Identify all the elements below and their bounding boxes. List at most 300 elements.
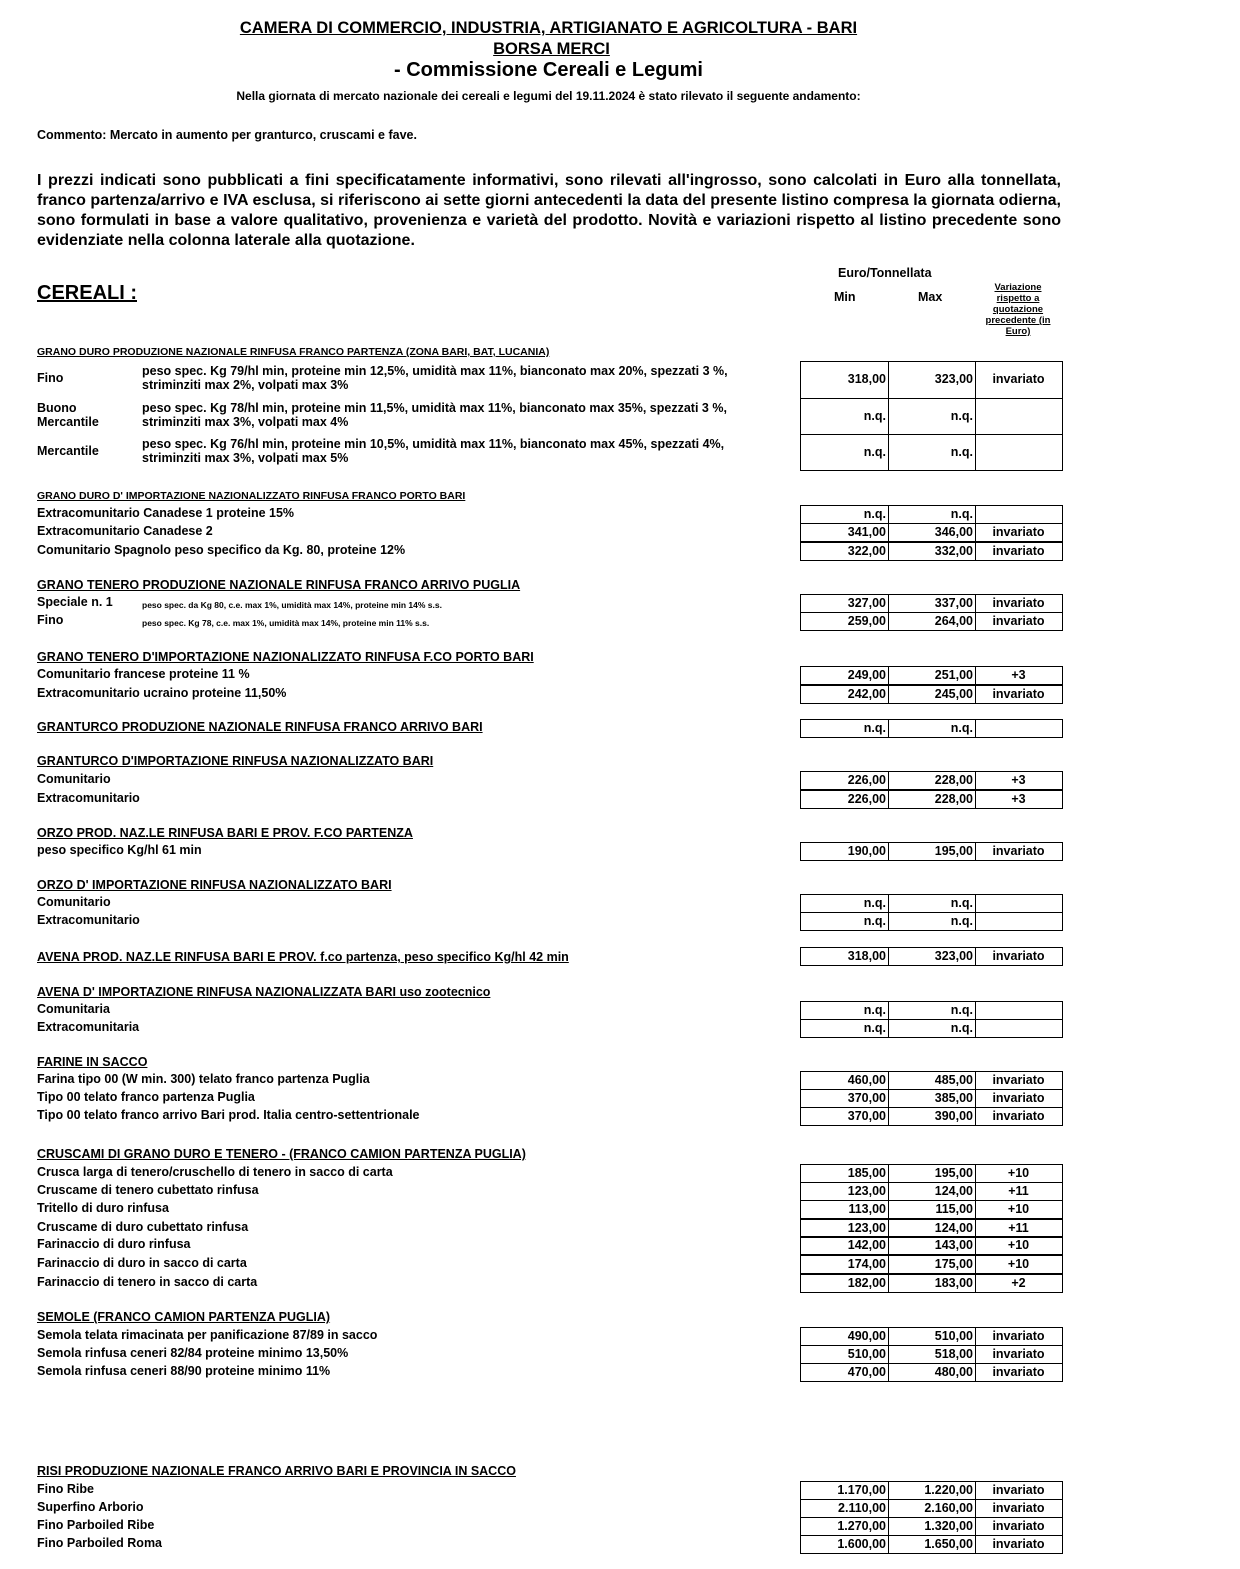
price-min: 226,00 [847, 773, 886, 787]
price-variation-cell [975, 1107, 1063, 1126]
price-min: 510,00 [847, 1347, 886, 1361]
price-max-cell [888, 947, 976, 966]
price-max: 323,00 [934, 372, 973, 386]
price-min: 242,00 [847, 687, 886, 701]
price-min-cell [800, 1071, 889, 1090]
price-min-cell [800, 1001, 889, 1020]
price-min-cell [800, 505, 889, 524]
price-min: 113,00 [848, 1202, 886, 1216]
price-variation-cell [975, 398, 1063, 435]
price-variation-cell [975, 1327, 1063, 1346]
section-title: ORZO D' IMPORTAZIONE RINFUSA NAZIONALIZZATO BARI [37, 878, 392, 892]
price-min-cell [800, 912, 889, 931]
price-max: 245,00 [934, 687, 973, 701]
price-variation-cell [975, 666, 1063, 685]
price-max: 1.220,00 [924, 1483, 973, 1497]
price-min: 259,00 [847, 614, 886, 628]
row-label: Superfino Arborio [37, 1500, 144, 1514]
price-min-cell [800, 1345, 889, 1364]
row-label: Farinaccio di duro rinfusa [37, 1237, 191, 1251]
price-min: n.q. [863, 1003, 886, 1017]
price-variation-cell [975, 594, 1063, 613]
section-title: GRANTURCO D'IMPORTAZIONE RINFUSA NAZIONALIZZATO BARI [37, 754, 434, 768]
price-min: 318,00 [847, 949, 886, 963]
price-min-cell [800, 842, 889, 861]
price-variation: +10 [1007, 1238, 1030, 1252]
price-min-cell [800, 1182, 889, 1201]
price-min: 142,00 [847, 1238, 886, 1252]
price-min-cell [800, 1481, 889, 1500]
price-max: 1.320,00 [924, 1519, 973, 1533]
price-min-cell [800, 1255, 889, 1274]
header-chamber-title: CAMERA DI COMMERCIO, INDUSTRIA, ARTIGIANATO E AGRICOLTURA - BARI [239, 19, 858, 37]
price-min: 123,00 [847, 1221, 886, 1235]
table-row [0, 912, 1240, 931]
row-label: Tipo 00 telato franco arrivo Bari prod. Italia centro-settentrionale [37, 1108, 420, 1122]
row-label: Extracomunitaria [37, 1020, 140, 1034]
row-description: peso spec. da Kg 80, c.e. max 1%, umidità max 14%, proteine min 14% s.s. [142, 600, 442, 610]
section-title: FARINE IN SACCO [37, 1055, 148, 1069]
price-variation: invariato [992, 596, 1045, 610]
price-max: n.q. [950, 721, 973, 735]
table-row [0, 594, 1240, 613]
price-min: n.q. [863, 896, 886, 910]
price-variation: +3 [1011, 773, 1026, 787]
table-row [0, 1481, 1240, 1500]
header-commission: - Commissione Cereali e Legumi [394, 59, 703, 81]
table-row [0, 790, 1240, 809]
price-variation: invariato [992, 614, 1045, 628]
section-title: GRANO DURO PRODUZIONE NAZIONALE RINFUSA FRANCO PARTENZA (ZONA BARI, BAT, LUCANIA) [37, 346, 550, 358]
row-label: Crusca larga di tenero/cruschello di tenero in sacco di carta [37, 1165, 393, 1179]
price-variation: invariato [992, 1329, 1045, 1343]
row-label: Speciale n. 1 [37, 595, 113, 609]
price-variation: +10 [1007, 1202, 1030, 1216]
price-min: 322,00 [847, 544, 886, 558]
table-row [0, 542, 1240, 561]
price-max: 124,00 [934, 1184, 973, 1198]
price-min: 123,00 [847, 1184, 886, 1198]
price-max-cell [888, 505, 976, 524]
row-label: Farina tipo 00 (W min. 300) telato franco partenza Puglia [37, 1072, 370, 1086]
price-variation: +3 [1011, 792, 1026, 806]
table-row [0, 505, 1240, 524]
row-description: peso spec. Kg 78, c.e. max 1%, umidità max 14%, proteine min 11% s.s. [142, 618, 430, 628]
price-max: 385,00 [934, 1091, 973, 1105]
table-row [0, 612, 1240, 631]
section-title: AVENA D' IMPORTAZIONE RINFUSA NAZIONALIZZATA BARI uso zootecnico [37, 985, 491, 999]
table-row [0, 523, 1240, 542]
price-variation-cell [975, 1481, 1063, 1500]
table-row [0, 1019, 1240, 1038]
row-label: Cruscame di duro cubettato rinfusa [37, 1220, 249, 1234]
price-max-cell [888, 523, 976, 542]
table-row [0, 1255, 1240, 1274]
price-min: 190,00 [847, 844, 886, 858]
price-variation: invariato [992, 1365, 1045, 1379]
price-variation-cell [975, 1164, 1063, 1183]
column-variation-header: Variazione rispetto a quotazione precedente (in Euro) [985, 282, 1051, 337]
price-max-cell [888, 1001, 976, 1020]
price-max: 264,00 [934, 614, 973, 628]
price-max: 332,00 [934, 544, 973, 558]
price-max-cell [888, 1089, 976, 1108]
price-variation: invariato [992, 1347, 1045, 1361]
price-variation-cell [975, 1535, 1063, 1554]
price-min: 249,00 [847, 668, 886, 682]
price-max-cell [888, 1200, 976, 1219]
price-max: n.q. [950, 445, 973, 459]
price-variation-cell [975, 542, 1063, 561]
row-label: Buono Mercantile [37, 401, 99, 429]
row-label: Extracomunitario Canadese 2 [37, 524, 213, 538]
price-min-cell [800, 1089, 889, 1108]
price-max-cell [888, 1071, 976, 1090]
price-max: 390,00 [934, 1109, 973, 1123]
price-min-cell [800, 719, 889, 738]
intro-paragraph: I prezzi indicati sono pubblicati a fini specificatamente informativi, sono rilevati all'ingrosso, sono calcolati in Euro alla tonnellata, franco partenza/arrivo e IVA esclusa, si riferiscono ai sette giorni antecedenti la data del presente listino compresa la giornata odierna, sono formulati in base a valore qualitativo, provenienza e varietà del prodotto. Novità e variazioni rispetto al listino precedente sono evidenziate nella colonna laterale alla quotazione. [37, 172, 1061, 249]
table-row [0, 1164, 1240, 1183]
price-max-cell [888, 1255, 976, 1274]
price-max-cell [888, 612, 976, 631]
price-min: 341,00 [847, 525, 886, 539]
table-row [0, 361, 1240, 399]
row-label: Semola rinfusa ceneri 88/90 proteine minimo 11% [37, 1364, 331, 1378]
price-min-cell [800, 1274, 889, 1293]
column-min-header: Min [834, 290, 856, 304]
row-label: Extracomunitario [37, 913, 140, 927]
price-max-cell [888, 1182, 976, 1201]
price-max-cell [888, 1517, 976, 1536]
price-max-cell [888, 685, 976, 704]
table-row [0, 666, 1240, 685]
table-row [0, 1517, 1240, 1536]
row-label: Tipo 00 telato franco partenza Puglia [37, 1090, 255, 1104]
page-title: CEREALI : [37, 282, 137, 304]
price-min: 318,00 [847, 372, 886, 386]
price-max-cell [888, 1274, 976, 1293]
row-label: Fino Parboiled Roma [37, 1536, 163, 1550]
table-row [0, 1363, 1240, 1382]
price-min: 460,00 [847, 1073, 886, 1087]
column-unit-label: Euro/Tonnellata [838, 266, 932, 280]
section-title: RISI PRODUZIONE NAZIONALE FRANCO ARRIVO BARI E PROVINCIA IN SACCO [37, 1464, 516, 1478]
price-variation: +2 [1011, 1276, 1026, 1290]
row-label: Extracomunitario ucraino proteine 11,50% [37, 686, 287, 700]
row-label: Comunitario [37, 895, 111, 909]
market-comment: Commento: Mercato in aumento per granturco, cruscami e fave. [37, 128, 417, 142]
price-min-cell [800, 398, 889, 435]
price-max: 251,00 [934, 668, 973, 682]
price-min-cell [800, 1363, 889, 1382]
table-row [0, 1200, 1240, 1219]
price-max-cell [888, 1164, 976, 1183]
price-max: 143,00 [934, 1238, 973, 1252]
row-label: peso specifico Kg/hl 61 min [37, 843, 202, 857]
price-max-cell [888, 542, 976, 561]
price-max-cell [888, 790, 976, 809]
price-max: 195,00 [934, 844, 973, 858]
row-label: Fino [37, 371, 64, 385]
price-variation: invariato [992, 844, 1045, 858]
price-variation: +3 [1011, 668, 1026, 682]
price-min: 370,00 [847, 1109, 886, 1123]
section-title: GRANO TENERO PRODUZIONE NAZIONALE RINFUSA FRANCO ARRIVO PUGLIA [37, 578, 521, 592]
price-max: n.q. [950, 1003, 973, 1017]
price-max: 337,00 [934, 596, 973, 610]
table-row [0, 1071, 1240, 1090]
price-max: 323,00 [934, 949, 973, 963]
price-max: 228,00 [934, 792, 973, 806]
price-max-cell [888, 594, 976, 613]
price-max-cell [888, 398, 976, 435]
table-row [0, 1001, 1240, 1020]
row-label: Comunitaria [37, 1002, 110, 1016]
price-variation: invariato [992, 1483, 1045, 1497]
price-max: 183,00 [934, 1276, 973, 1290]
price-min: 370,00 [847, 1091, 886, 1105]
table-row [0, 1107, 1240, 1126]
price-variation-cell [975, 523, 1063, 542]
price-variation-cell [975, 1001, 1063, 1020]
price-max-cell [888, 842, 976, 861]
price-variation: invariato [992, 1537, 1045, 1551]
price-variation-cell [975, 719, 1063, 738]
row-label: Comunitario Spagnolo peso specifico da Kg. 80, proteine 12% [37, 543, 406, 557]
price-min-cell [800, 947, 889, 966]
price-variation-cell [975, 894, 1063, 913]
table-row [0, 1089, 1240, 1108]
row-label: Comunitario francese proteine 11 % [37, 667, 250, 681]
price-max-cell [888, 1499, 976, 1518]
table-row [0, 1327, 1240, 1346]
table-row [0, 1274, 1240, 1293]
price-min: n.q. [863, 914, 886, 928]
price-max: 115,00 [935, 1202, 973, 1216]
section-title: CRUSCAMI DI GRANO DURO E TENERO - (FRANCO CAMION PARTENZA PUGLIA) [37, 1147, 526, 1161]
price-min-cell [800, 894, 889, 913]
price-variation-cell [975, 1255, 1063, 1274]
price-min-cell [800, 1327, 889, 1346]
price-min: 185,00 [847, 1166, 886, 1180]
price-variation: +10 [1007, 1257, 1030, 1271]
price-variation-cell [975, 1200, 1063, 1219]
price-max: 485,00 [934, 1073, 973, 1087]
table-row [0, 1499, 1240, 1518]
price-max: 228,00 [934, 773, 973, 787]
price-min: 327,00 [847, 596, 886, 610]
price-min: 182,00 [847, 1276, 886, 1290]
header-borsa-merci: BORSA MERCI [493, 40, 610, 58]
row-label: Extracomunitario [37, 791, 140, 805]
price-min: 1.170,00 [837, 1483, 886, 1497]
section-title: GRANTURCO PRODUZIONE NAZIONALE RINFUSA FRANCO ARRIVO BARI [37, 720, 483, 734]
row-description: peso spec. Kg 76/hl min, proteine min 10,5%, umidità max 11%, bianconato max 45%, spezzati 4%, striminziti max 3%, volpati max 5% [142, 437, 725, 465]
price-variation: invariato [992, 1091, 1045, 1105]
price-variation-cell [975, 1182, 1063, 1201]
price-min: n.q. [863, 1021, 886, 1035]
table-row [0, 842, 1240, 861]
price-max-cell [888, 434, 976, 471]
price-variation: invariato [992, 1109, 1045, 1123]
price-variation-cell [975, 685, 1063, 704]
price-max-cell [888, 719, 976, 738]
price-variation-cell [975, 1071, 1063, 1090]
price-variation: invariato [992, 1519, 1045, 1533]
price-variation-cell [975, 912, 1063, 931]
price-variation-cell [975, 1089, 1063, 1108]
price-min-cell [800, 1019, 889, 1038]
price-variation-cell [975, 612, 1063, 631]
price-min-cell [800, 1200, 889, 1219]
price-max: n.q. [950, 1021, 973, 1035]
price-max: 2.160,00 [924, 1501, 973, 1515]
price-variation-cell [975, 1019, 1063, 1038]
price-variation: +11 [1008, 1184, 1029, 1198]
price-variation-cell [975, 361, 1063, 399]
section-title: GRANO TENERO D'IMPORTAZIONE NAZIONALIZZATO RINFUSA F.CO PORTO BARI [37, 650, 534, 664]
price-max-cell [888, 361, 976, 399]
row-label: Farinaccio di tenero in sacco di carta [37, 1275, 258, 1289]
price-variation: invariato [992, 544, 1045, 558]
table-row [0, 434, 1240, 471]
price-variation-cell [975, 1274, 1063, 1293]
row-label: Fino Ribe [37, 1482, 94, 1496]
price-variation: +10 [1007, 1166, 1030, 1180]
price-max-cell [888, 1363, 976, 1382]
price-min: n.q. [863, 721, 886, 735]
row-label: Comunitario [37, 772, 111, 786]
price-variation: +11 [1008, 1221, 1029, 1235]
row-label: Semola rinfusa ceneri 82/84 proteine minimo 13,50% [37, 1346, 349, 1360]
table-row [0, 894, 1240, 913]
row-label: Cruscame di tenero cubettato rinfusa [37, 1183, 259, 1197]
price-max: 195,00 [934, 1166, 973, 1180]
price-variation-cell [975, 1517, 1063, 1536]
price-variation-cell [975, 771, 1063, 790]
price-max: n.q. [950, 914, 973, 928]
price-max: n.q. [950, 896, 973, 910]
price-max: 480,00 [934, 1365, 973, 1379]
table-row [0, 1345, 1240, 1364]
price-max-cell [888, 1345, 976, 1364]
price-variation: invariato [992, 1073, 1045, 1087]
price-variation-cell [975, 434, 1063, 471]
price-max: 175,00 [934, 1257, 973, 1271]
section-title: GRANO DURO D' IMPORTAZIONE NAZIONALIZZATO RINFUSA FRANCO PORTO BARI [37, 490, 466, 502]
row-label: Fino [37, 613, 64, 627]
price-min-cell [800, 594, 889, 613]
price-max-cell [888, 1535, 976, 1554]
price-variation: invariato [992, 525, 1045, 539]
price-min: n.q. [863, 409, 886, 423]
row-label: Extracomunitario Canadese 1 proteine 15% [37, 506, 295, 520]
table-row [0, 685, 1240, 704]
price-variation-cell [975, 1236, 1063, 1255]
price-variation: invariato [992, 687, 1045, 701]
price-min: 490,00 [847, 1329, 886, 1343]
section-title: AVENA PROD. NAZ.LE RINFUSA BARI E PROV. f.co partenza, peso specifico Kg/hl 42 min [37, 950, 569, 964]
price-max-cell [888, 771, 976, 790]
price-min: n.q. [863, 445, 886, 459]
price-min: 470,00 [847, 1365, 886, 1379]
price-min-cell [800, 666, 889, 685]
row-label: Farinaccio di duro in sacco di carta [37, 1256, 247, 1270]
price-variation-cell [975, 790, 1063, 809]
price-min-cell [800, 1107, 889, 1126]
price-max: n.q. [950, 409, 973, 423]
price-max-cell [888, 1481, 976, 1500]
row-label: Mercantile [37, 444, 99, 458]
price-min: 174,00 [847, 1257, 886, 1271]
price-min: n.q. [863, 507, 886, 521]
column-max-header: Max [918, 290, 943, 304]
table-row [0, 398, 1240, 435]
price-max-cell [888, 1236, 976, 1255]
row-description: peso spec. Kg 79/hl min, proteine min 12,5%, umidità max 11%, bianconato max 20%, spezzati 3 %, striminziti max 2%, volpati max 3% [142, 364, 728, 392]
table-row [0, 1182, 1240, 1201]
section-title: SEMOLE (FRANCO CAMION PARTENZA PUGLIA) [37, 1310, 331, 1324]
price-variation-cell [975, 1345, 1063, 1364]
price-min-cell [800, 1517, 889, 1536]
price-min-cell [800, 1499, 889, 1518]
header-market-date: Nella giornata di mercato nazionale dei cereali e legumi del 19.11.2024 è stato rilevato il seguente andamento: [236, 89, 861, 103]
price-variation: invariato [992, 372, 1045, 386]
price-variation-cell [975, 1499, 1063, 1518]
price-min-cell [800, 542, 889, 561]
table-row [0, 947, 1240, 966]
price-variation: invariato [992, 949, 1045, 963]
price-max-cell [888, 666, 976, 685]
price-min-cell [800, 790, 889, 809]
price-min: 226,00 [847, 792, 886, 806]
price-variation-cell [975, 1363, 1063, 1382]
price-min: 1.600,00 [837, 1537, 886, 1551]
price-min-cell [800, 361, 889, 399]
table-row [0, 719, 1240, 738]
row-label: Semola telata rimacinata per panificazione 87/89 in sacco [37, 1328, 378, 1342]
price-min-cell [800, 1164, 889, 1183]
price-max: n.q. [950, 507, 973, 521]
price-min: 2.110,00 [838, 1501, 886, 1515]
row-description: peso spec. Kg 78/hl min, proteine min 11,5%, umidità max 11%, bianconato max 35%, spezzati 3 %, striminziti max 3%, volpati max 4% [142, 401, 727, 429]
table-row [0, 771, 1240, 790]
price-max-cell [888, 1107, 976, 1126]
price-min-cell [800, 434, 889, 471]
table-row [0, 1236, 1240, 1255]
price-max-cell [888, 894, 976, 913]
price-min-cell [800, 685, 889, 704]
price-max: 510,00 [934, 1329, 973, 1343]
price-variation: invariato [992, 1501, 1045, 1515]
price-max-cell [888, 1327, 976, 1346]
price-variation-cell [975, 947, 1063, 966]
price-variation-cell [975, 842, 1063, 861]
price-max: 1.650,00 [924, 1537, 973, 1551]
row-label: Fino Parboiled Ribe [37, 1518, 155, 1532]
row-label: Tritello di duro rinfusa [37, 1201, 169, 1215]
price-max-cell [888, 912, 976, 931]
price-min-cell [800, 523, 889, 542]
price-variation-cell [975, 505, 1063, 524]
price-min-cell [800, 1535, 889, 1554]
price-max: 518,00 [934, 1347, 973, 1361]
price-min-cell [800, 1236, 889, 1255]
price-min-cell [800, 612, 889, 631]
price-max-cell [888, 1019, 976, 1038]
price-min: 1.270,00 [837, 1519, 886, 1533]
price-max: 346,00 [934, 525, 973, 539]
